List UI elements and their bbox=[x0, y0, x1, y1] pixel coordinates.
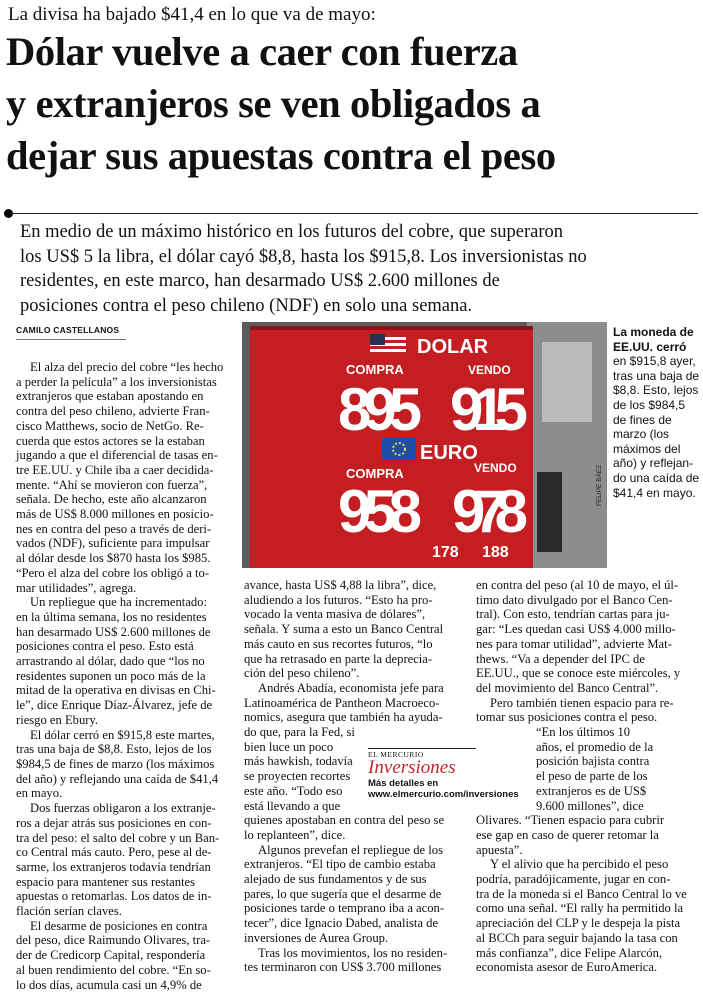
headline-line: dejar sus apuestas contra el peso bbox=[6, 133, 556, 178]
article-column-3 bbox=[476, 578, 698, 975]
body-line: en mayo. bbox=[16, 786, 63, 801]
body-line: Y el alivio que ha percibido el peso bbox=[490, 857, 669, 872]
body-line: tral). Con esto, tendrían cartas para ju- bbox=[476, 607, 670, 622]
body-line: alejado de sus fundamentos y de sus bbox=[244, 872, 427, 887]
caption-bold-line: EE.UU. cerró bbox=[613, 339, 687, 354]
body-line: podría, paradójicamente, jugar en con- bbox=[476, 872, 671, 887]
exchange-board-photo bbox=[242, 322, 607, 568]
body-line: bien luce un poco bbox=[244, 739, 334, 754]
kicker: La divisa ha bajado $41,4 en lo que va de mayo: bbox=[8, 4, 376, 25]
deck bbox=[20, 220, 698, 318]
body-line: Pero también tienen espacio para re- bbox=[490, 695, 674, 710]
body-line: como una señal. “El rally ha permitido la bbox=[476, 901, 684, 916]
headline-line: Dólar vuelve a caer con fuerza bbox=[6, 29, 518, 74]
body-line: residentes suponen un poco más de la bbox=[16, 668, 206, 683]
caption-bold-line: La moneda de bbox=[613, 325, 694, 339]
deck-line: En medio de un máximo histórico en los futuros del cobre, que superaron bbox=[20, 222, 564, 242]
body-line: tra de la moneda si el Banco Central lo ve bbox=[476, 886, 687, 901]
body-line: Olivares. “Tienen espacio para cubrir bbox=[476, 813, 665, 828]
body-line: nes para tomar utilidad”, advierte Mat- bbox=[476, 636, 672, 651]
caption-line: marzo (los bbox=[613, 427, 670, 442]
body-line: a perder la película” a los inversionistas bbox=[16, 374, 217, 389]
body-line: en contra del peso (al 10 de mayo, el úl- bbox=[476, 578, 679, 592]
body-line: El alza del precio del cobre “les hecho bbox=[30, 360, 224, 374]
vendo-label: VENDO bbox=[468, 363, 511, 377]
euro-label: EURO bbox=[420, 442, 478, 464]
bottom-right-rate: 188 bbox=[482, 544, 509, 561]
body-line: han desarmado US$ 2.600 millones de bbox=[16, 624, 211, 639]
body-line: thews. “Va a depender del IPC de bbox=[476, 651, 645, 666]
body-line: Tras los movimientos, los no residen- bbox=[258, 945, 448, 960]
body-line: tra del peso: el salto del cobre y un Ban- bbox=[16, 830, 220, 845]
caption-line: $41,4 en mayo. bbox=[613, 485, 696, 500]
body-line: el peso de parte de los bbox=[536, 769, 648, 784]
promo-url-link[interactable]: www.elmercurio.com/inversiones bbox=[368, 789, 519, 800]
caption-line: en $915,8 ayer, bbox=[613, 354, 696, 369]
deck-line: posiciones contra el peso chileno (NDF) en solo una semana. bbox=[20, 295, 473, 316]
body-line: riesgo en Ebury. bbox=[16, 712, 99, 727]
caption-line: tras una baja de bbox=[613, 368, 700, 383]
caption-line: año) y reflejan- bbox=[613, 456, 694, 471]
body-line: do que, para la Fed, si bbox=[244, 725, 355, 740]
dolar-label: DOLAR bbox=[417, 336, 489, 358]
caption-line: do una caída de bbox=[613, 470, 700, 485]
body-line: Andrés Abadía, economista jefe para bbox=[258, 680, 444, 695]
body-line: co Central más cauto. Pero, pese al de- bbox=[16, 845, 212, 860]
body-line: Algunos prevefan el repliegue de los bbox=[258, 842, 443, 857]
body-line: flación serían claves. bbox=[16, 904, 122, 919]
body-line: tre EE.UU. y Chile iba a caer decidida- bbox=[16, 462, 214, 477]
body-line: 9.600 millones”, dice bbox=[536, 798, 644, 813]
body-line: tes terminaron con US$ 3.700 millones bbox=[244, 960, 442, 975]
body-line: Latinoamérica de Pantheon Macroeco- bbox=[244, 695, 440, 710]
body-line: extranjeros que estaban apostando en bbox=[16, 389, 204, 404]
body-line: pares, lo que sugería que el desarme de bbox=[244, 886, 442, 901]
photo-credit: FELIPE BÁEZ bbox=[596, 464, 603, 506]
body-line: nomics, asegura que también ha ayuda- bbox=[244, 710, 443, 725]
body-line: “Pero el alza del cobre los obligó a to- bbox=[16, 565, 210, 580]
body-line: lo replanteen”, dice. bbox=[244, 827, 346, 842]
euro-compra-label: COMPRA bbox=[346, 466, 404, 481]
body-line: apreciación del CLP y le despeja la pista bbox=[476, 916, 681, 931]
euro-compra-rate: 958 bbox=[338, 478, 422, 545]
body-line: señala. De hecho, este año alcanzaron bbox=[16, 492, 207, 507]
body-line: más cauto en sus recortes futuros, “lo bbox=[244, 636, 433, 651]
body-line: apuestas o retomarlas. Los datos de in- bbox=[16, 889, 212, 904]
body-line: este año. “Todo eso bbox=[244, 783, 343, 798]
body-line: Dos fuerzas obligaron a los extranje- bbox=[30, 801, 216, 816]
byline: CAMILO CASTELLANOS bbox=[16, 325, 120, 335]
body-line: posiciones contra el peso. Esto está bbox=[16, 639, 194, 654]
body-line: tras una baja de $8,8. Esto, lejos de los bbox=[16, 742, 212, 757]
body-line: le”, dice Enrique Díaz-Álvarez, jefe de bbox=[16, 698, 213, 713]
body-line: lo dos días, acumula casi un 4,9% de bbox=[16, 977, 202, 992]
body-line: que ha retrasado en parte la deprecia- bbox=[244, 651, 433, 666]
body-line: al BCCh para seguir bajando la tasa con bbox=[476, 930, 678, 945]
body-line: aludiendo a los futuros. “Esto ha pro- bbox=[244, 592, 433, 607]
body-line: del año) y reflejando una caída de $41,4 bbox=[16, 771, 219, 786]
caption-line: $8,8. Esto, lejos bbox=[613, 383, 699, 398]
body-line: posición bajista contra bbox=[536, 754, 650, 769]
body-line: en la última semana, los no residentes bbox=[16, 609, 207, 624]
divider bbox=[10, 213, 698, 214]
caption-line: de los $984,5 bbox=[613, 397, 686, 412]
body-line: ción del peso chileno”. bbox=[244, 666, 360, 681]
compra-label: COMPRA bbox=[346, 362, 404, 377]
promo-brand: EL MERCURIO bbox=[368, 748, 476, 759]
body-line: der de Credicorp Capital, respondería bbox=[16, 948, 206, 963]
body-line: mente. “Ahí se movieron con fuerza”, bbox=[16, 477, 208, 492]
caption-line: máximos del bbox=[613, 441, 681, 456]
euro-vendo-rate: 978 bbox=[452, 478, 528, 545]
us-flag-icon bbox=[370, 334, 406, 354]
body-line: mitad de la operativa en divisas en Chi- bbox=[16, 683, 216, 698]
body-line: cisco Matthews, socio de NetGo. Re- bbox=[16, 418, 204, 433]
photo-caption bbox=[613, 325, 703, 500]
body-line: extranjeros. “El tipo de cambio estaba bbox=[244, 857, 436, 872]
body-line: vocado la venta masiva de dólares”, bbox=[244, 607, 426, 622]
body-line: posiciones tarde o temprano iba a acon- bbox=[244, 901, 445, 916]
body-line: tecer”, dice Ignacio Dabed, analista de bbox=[244, 916, 439, 931]
body-line: quienes apostaban en contra del peso se bbox=[244, 813, 445, 828]
body-line: timo dato divulgado por el Banco Cen- bbox=[476, 592, 673, 607]
headline bbox=[6, 26, 696, 182]
bottom-left-rate: 178 bbox=[432, 544, 459, 561]
body-line: más de US$ 8.000 millones en posicio- bbox=[16, 507, 214, 522]
body-line: se proyecten recortes bbox=[244, 769, 351, 784]
body-line: apuesta”. bbox=[476, 842, 523, 857]
body-line: jugando a que el diferencial de tasas en- bbox=[16, 448, 218, 463]
body-line: más hawkish, todavía bbox=[244, 754, 353, 769]
dolar-vendo-rate: 915 bbox=[450, 376, 528, 443]
body-line: extranjeros es de US$ bbox=[536, 783, 647, 798]
body-line: al buen rendimiento del cobre. “En so- bbox=[16, 962, 211, 977]
body-line: señala. Y suma a esto un Banco Central bbox=[244, 622, 444, 637]
body-line: más confianza”, dice Felipe Alarcón, bbox=[476, 945, 663, 960]
body-line: “En los últimos 10 bbox=[536, 725, 631, 740]
body-line: inversiones de Aurea Group. bbox=[244, 930, 389, 945]
body-line: años, el promedio de la bbox=[536, 739, 654, 754]
body-line: gar: “Les quedan casi US$ 4.000 millo- bbox=[476, 622, 676, 637]
body-line: ese gap en caso de querer retomar la bbox=[476, 827, 659, 842]
article-column-1 bbox=[16, 360, 234, 992]
euro-vendo-label: VENDO bbox=[474, 461, 517, 475]
dolar-compra-rate: 895 bbox=[338, 376, 422, 443]
body-line: ros a dejar atrás sus posiciones en con- bbox=[16, 815, 212, 830]
deck-line: los US$ 5 la libra, el dólar cayó $8,8, hasta los $915,8. Los inversionistas no bbox=[20, 246, 587, 267]
body-line: Un repliegue que ha incrementado: bbox=[30, 595, 207, 610]
body-line: al dólar desde los $870 hasta los $985. bbox=[16, 551, 211, 566]
body-line: está llevando a que bbox=[244, 798, 341, 813]
promo-section: Inversiones bbox=[368, 757, 456, 778]
body-line: mar utilidades”, agrega. bbox=[16, 580, 137, 595]
body-line: vados (NDF), suficiente para impulsar bbox=[16, 536, 210, 551]
inversiones-promo[interactable] bbox=[368, 748, 519, 800]
body-line: EE.UU., que se conoce este miércoles, y bbox=[476, 666, 681, 681]
deck-line: residentes, en este marco, han desarmado US$ 2.600 millones de bbox=[20, 271, 500, 291]
body-line: espacio para mantener sus restantes bbox=[16, 874, 196, 889]
body-line: El desarme de posiciones en contra bbox=[30, 918, 208, 933]
body-line: avance, hasta US$ 4,88 la libra”, dice, bbox=[244, 578, 437, 592]
body-line: El dólar cerró en $915,8 este martes, bbox=[30, 727, 215, 742]
byline-rule bbox=[16, 339, 126, 340]
headline-line: y extranjeros se ven obligados a bbox=[6, 81, 541, 126]
body-line: contra del peso chileno, advierte Fran- bbox=[16, 404, 210, 419]
body-line: nes en contra del peso a través de deri- bbox=[16, 521, 212, 536]
body-line: sarme, los extranjeros todavía tendrían bbox=[16, 859, 211, 874]
body-line: arrastrando al dólar, dado que “los no bbox=[16, 654, 205, 669]
body-line: tomar sus posiciones contra el peso. bbox=[476, 710, 658, 725]
body-line: economista asesor de EuroAmerica. bbox=[476, 960, 658, 975]
promo-more: Más detalles en bbox=[368, 778, 439, 789]
caption-line: de fines de bbox=[613, 412, 672, 427]
body-line: del peso, dice Raimundo Olivares, tra- bbox=[16, 933, 211, 948]
body-line: $984,5 de fines de marzo (los máximos bbox=[16, 756, 215, 771]
body-line: del movimiento del Banco Central”. bbox=[476, 680, 659, 695]
body-line: cuerda que estos actores se la estaban bbox=[16, 433, 205, 448]
